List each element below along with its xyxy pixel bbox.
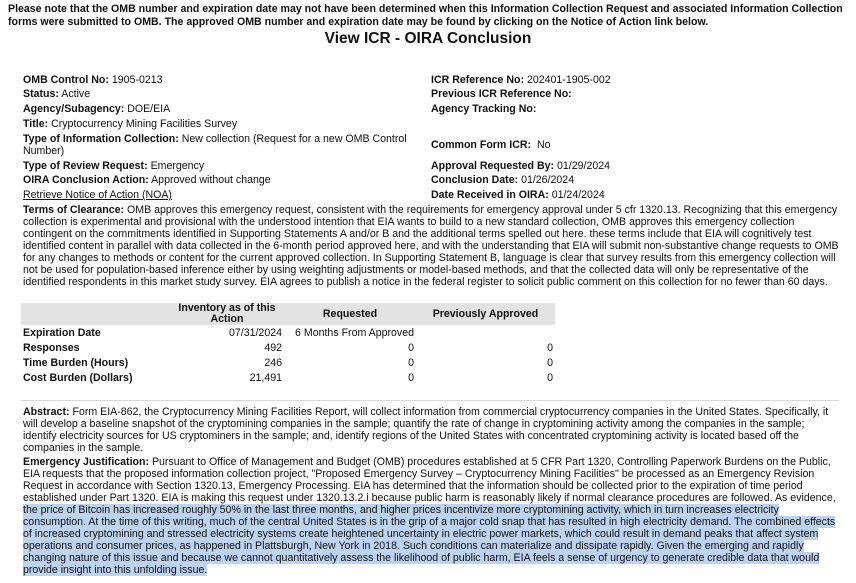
table-row: Responses 492 0 0 bbox=[23, 341, 553, 354]
header-requested: Requested bbox=[322, 308, 378, 320]
table-row: Expiration Date 07/31/2024 6 Months From Approved bbox=[23, 326, 414, 339]
table-header-row bbox=[21, 303, 555, 325]
collection-title: Title: Cryptocurrency Mining Facilities Survey bbox=[23, 118, 238, 130]
header-previously-approved: Previously Approved bbox=[432, 308, 539, 320]
emergency-justification: Emergency Justification: Pursuant to Office of Management and Budget (OMB) procedures established at 5 CFR Part 1320, Controlling Paperwork Burdens on the Public, EIA requests that the proposed information collection project, "Proposed Emergency Survey – Cryptocurrency Mining Facilities" be processed as an Emergency Revision Request in accordance with Section 1320.13, Emergency Processing. EIA has determined that the information should be collected prior to the expiration of time period established under Part 1320. EIA is making this request under 1320.13.2.i because public harm is reasonably likely if normal clearance procedures are followed. As evidence, the price of Bitcoin has increased roughly 50% in the last three months, and higher prices incentivize more cryptomining activity, which in turn increases electricity consumption. At the time of this writing, much of the central United States is in the grip of a major cold snap that has resulted in high electricity demand. The combined effects of increased cryptomining and stressed electricity systems create heightened uncertainty in electric power markets, which could result in demand peaks that affect system operations and consumer prices, as happened in Plattsburgh, New York in 2018. Such conditions can materialize and dissipate rapidly. Given the emerging and rapidly changing nature of this issue and because we cannot quantitatively assess the likelihood of public harm, EIA feels a sense of urgency to generate credible data that would provide insight into this unfolding issue. bbox=[23, 456, 836, 576]
table-row: Time Burden (Hours) 246 0 0 bbox=[23, 356, 553, 369]
collection-type: Type of Information Collection: New collection (Request for a new OMB Control Number) bbox=[23, 133, 407, 157]
icr-reference-no: ICR Reference No: 202401-1905-002 bbox=[431, 74, 611, 86]
agency-subagency: Agency/Subagency: DOE/EIA bbox=[23, 103, 171, 115]
selected-text: the price of Bitcoin has increased roughly 50% in the last three months, and higher prices incentivize more cryptomining activity, which in turn increases electricity consumption. At the time of this writing, much of the central United States is in the grip of a major cold snap that has resulted in high electricity demand. The combined effects of increased cryptomining and stressed electricity systems create heightened uncertainty in electric power markets, which could result in demand peaks that affect system operations and consumer prices, as happened in Plattsburgh, New York in 2018. Such conditions can materialize and dissipate rapidly. Given the emerging and rapidly changing nature of this issue and because we cannot quantitatively assess the likelihood of public harm, EIA feels a sense of urgency to generate credible data that would provide insight into this unfolding issue. bbox=[23, 504, 836, 576]
noa-link[interactable]: Retrieve Notice of Action (NOA) bbox=[23, 189, 172, 201]
header-inventory: Inventory as of this Action bbox=[178, 302, 276, 325]
oira-conclusion-action: OIRA Conclusion Action: Approved without change bbox=[23, 174, 271, 186]
date-received-in-oira: Date Received in OIRA: 01/24/2024 bbox=[431, 189, 605, 201]
previous-icr-reference-no: Previous ICR Reference No: bbox=[431, 88, 572, 100]
omb-control-no: OMB Control No: 1905-0213 bbox=[23, 74, 163, 86]
divider bbox=[21, 400, 839, 401]
agency-tracking-no: Agency Tracking No: bbox=[431, 103, 537, 115]
abstract: Abstract: Form EIA-862, the Cryptocurrency Mining Facilities Report, will collect information from commercial cryptocurrency companies in the United States. Specifically, it will develop a baseline snapshot of the cryptomining companies in the sample; quantify the rate of change in cryptomining activity among the companies in the sample; identify electricity sources for US cryptominers in the sample; and, identify regions of the United States with concentrated cryptomining activity is located based off the companies in the sample. bbox=[23, 406, 829, 454]
approval-requested-by: Approval Requested By: 01/29/2024 bbox=[431, 160, 611, 172]
conclusion-date: Conclusion Date: 01/26/2024 bbox=[431, 174, 575, 186]
page-title: View ICR - OIRA Conclusion bbox=[324, 30, 532, 47]
table-row: Cost Burden (Dollars) 21,491 0 0 bbox=[23, 371, 553, 384]
omb-notice: Please note that the OMB number and expiration date may not have been determined when this Information Collection Request and associated Information Collection forms were submitted to OMB. The approved OMB number and expiration date may be found by clicking on the Notice of Action link below. bbox=[8, 3, 843, 28]
review-type: Type of Review Request: Emergency bbox=[23, 160, 205, 172]
inventory-table bbox=[21, 303, 555, 385]
common-form-icr: Common Form ICR: No bbox=[431, 139, 551, 151]
terms-of-clearance: Terms of Clearance: OMB approves this emergency request, consistent with the requirements for emergency approval under 5 cfr 1320.13. Recognizing that this emergency collection is experimental and provisional with the understood intention that EIA wants to build to a new standard collection, OMB approves this emergency collection contingent on the commitments identified in Supporting Statements A and/or B and the additional terms spelled out here. these terms include that EIA will cognitively test identified content in parallel with data collected in the 6-month period approved here, and with the understanding that EIA will submit non-substantive change requests to OMB for any changes to methods or content for the current approved collection. In Supporting Statement B, language is clear that survey results from this emergency collection will not be used for population-based inference either by using weighting adjustments or model-based methods, and that the collected data will only be representative of the identified respondents in this market study survey. EIA agrees to publish a notice in the federal register to solicit public comment on this collection for no fewer than 60 days. bbox=[23, 204, 839, 288]
header-blank bbox=[21, 303, 170, 325]
status: Status: Active bbox=[23, 88, 91, 100]
